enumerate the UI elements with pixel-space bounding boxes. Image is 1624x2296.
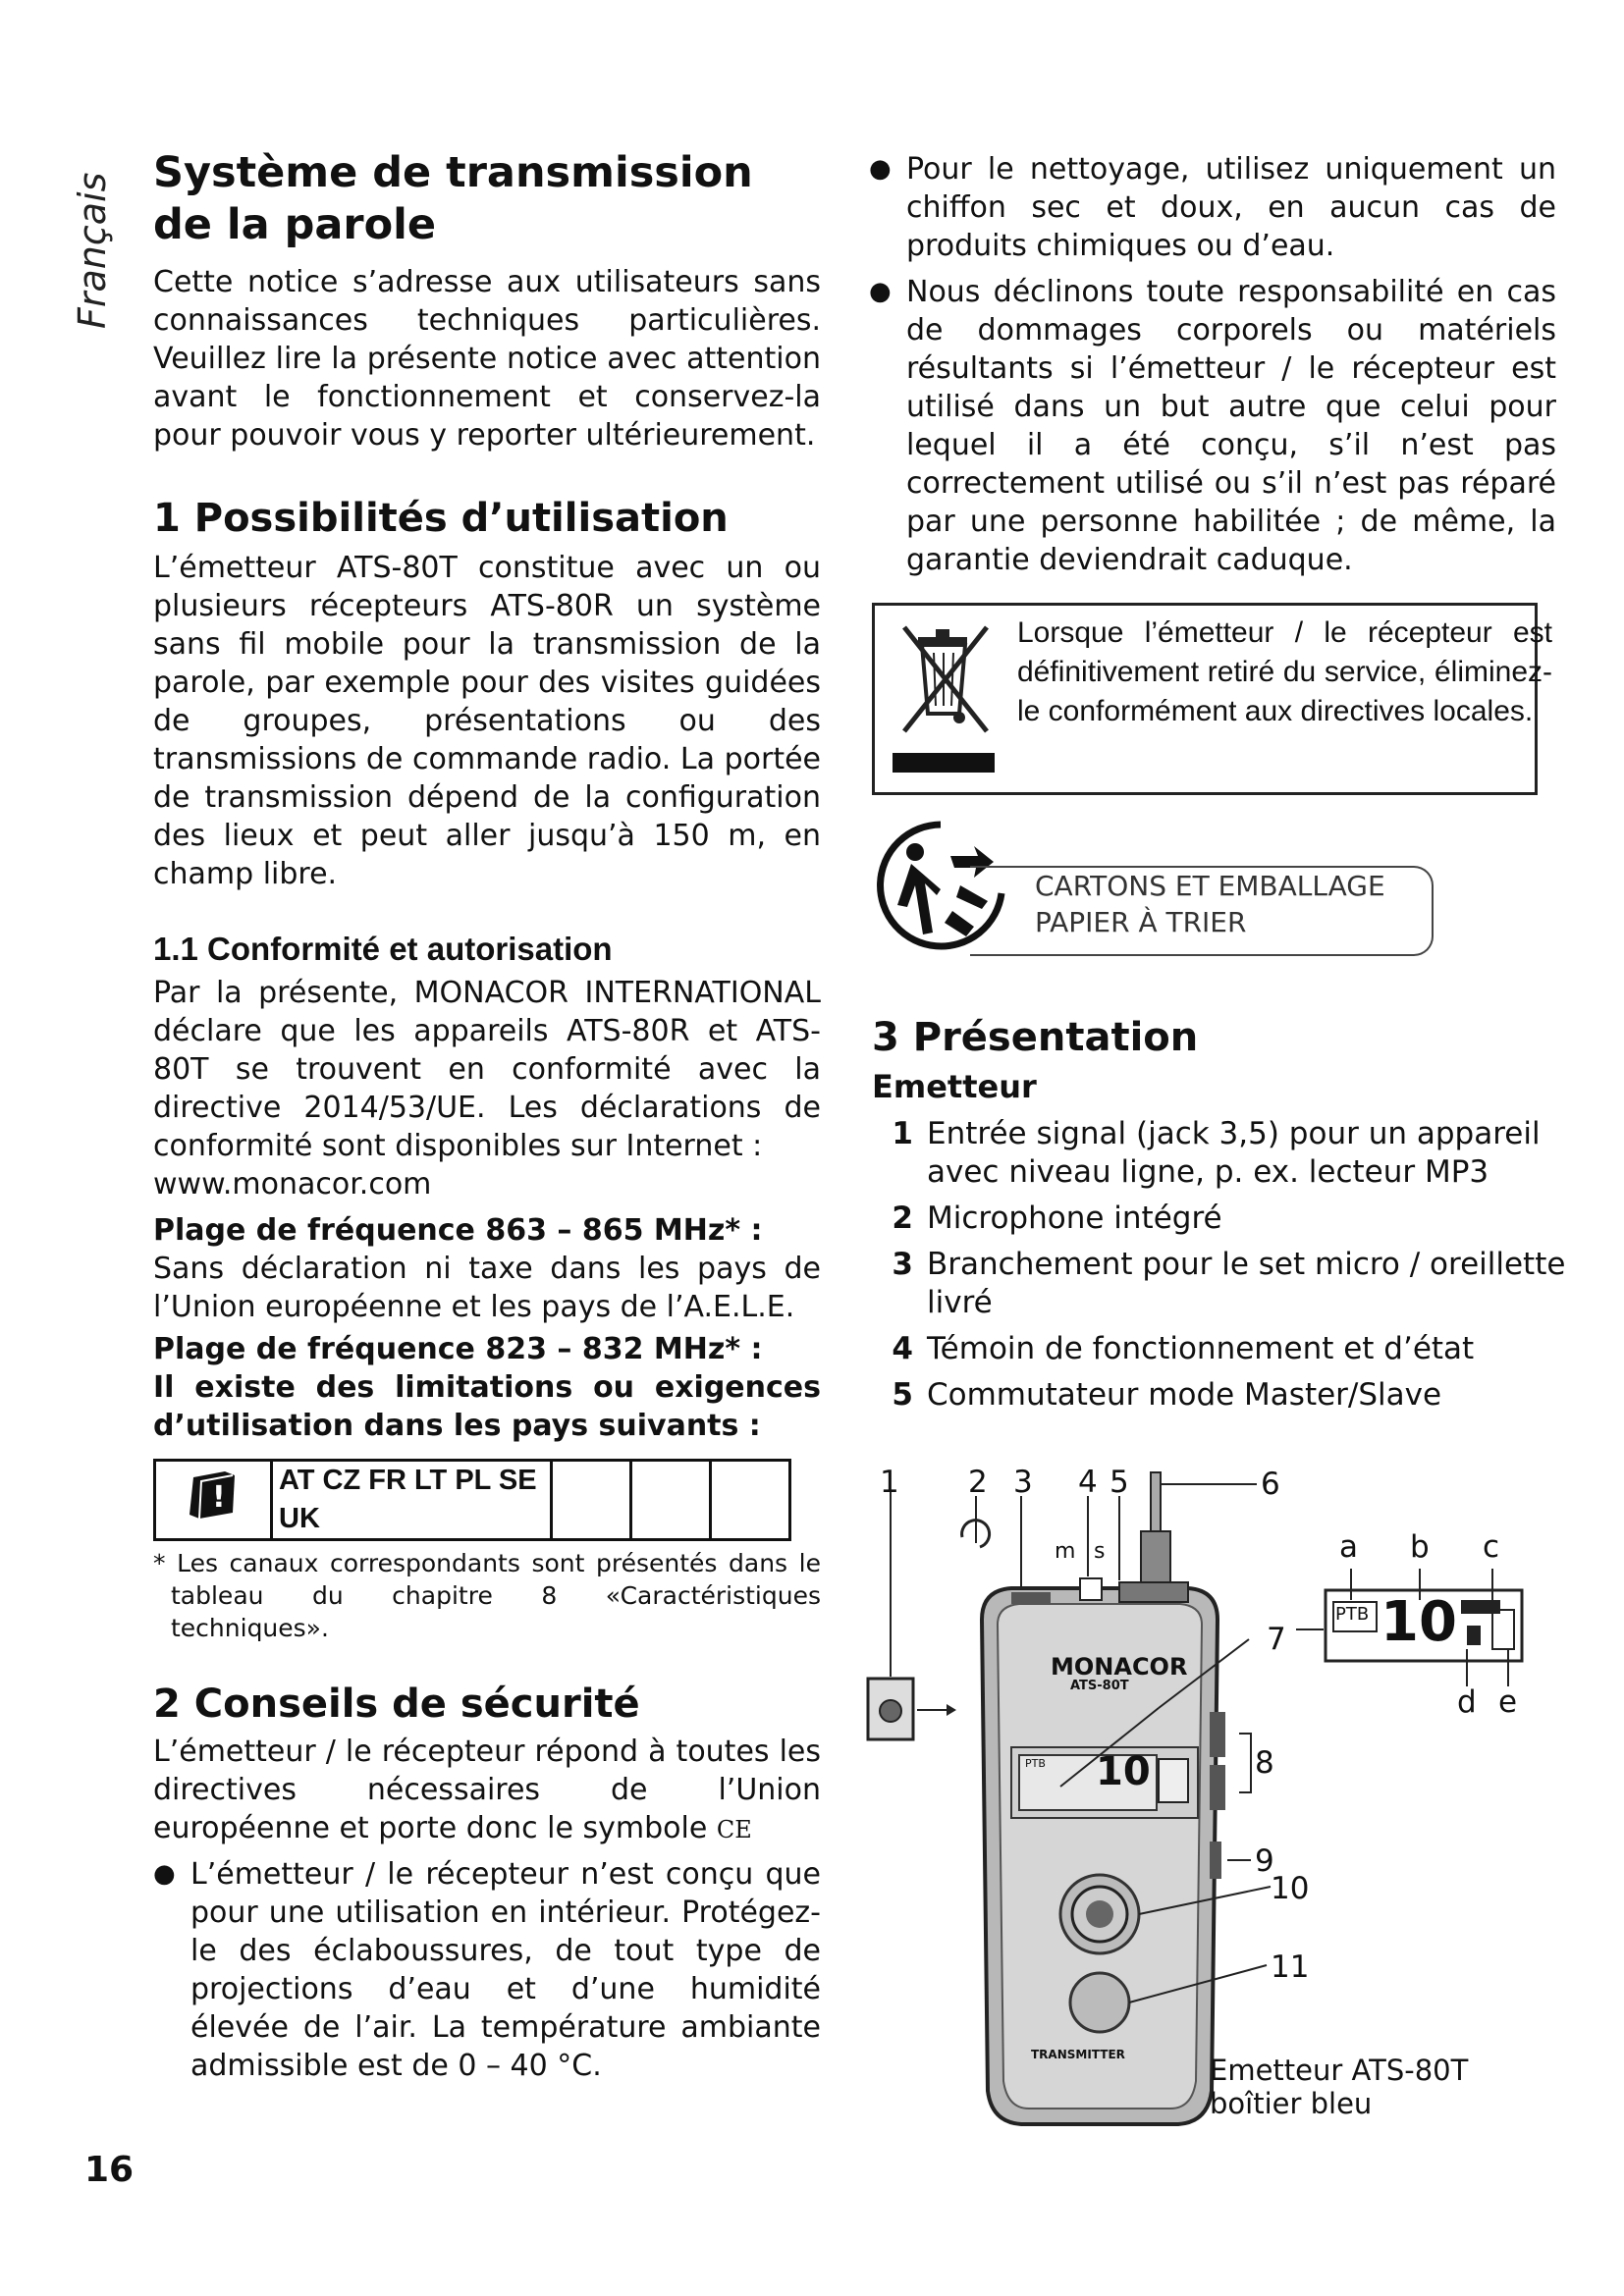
ce-mark: CE bbox=[716, 1816, 752, 1843]
list-item: 5 Commutateur mode Master/Slave bbox=[892, 1377, 1442, 1413]
section-3-subtitle: Emetteur bbox=[872, 1068, 1037, 1105]
callout-6: 6 bbox=[1261, 1467, 1280, 1502]
section-1-1-title: 1.1 Conformité et autorisation bbox=[153, 931, 613, 967]
callout-1: 1 bbox=[880, 1465, 899, 1500]
empty-cell bbox=[552, 1461, 631, 1540]
device-brand: MONACOR bbox=[1051, 1653, 1188, 1681]
device-label: TRANSMITTER bbox=[1031, 2048, 1125, 2061]
weee-notice-box bbox=[872, 603, 1552, 795]
intro-paragraph: Cette notice s’adresse aux utilisateurs sans connaissances techniques particulières. Veuillez lire la présente notice avec attention avant le fonctionnement et conservez-la pour pouvoir vous y reporter ultérieurement. bbox=[153, 265, 821, 453]
display-letter-c: c bbox=[1483, 1529, 1500, 1565]
transmitter-diagram bbox=[864, 1453, 1551, 2140]
section-2-title: 2 Conseils de sécurité bbox=[153, 1682, 640, 1727]
device-display-value: 10 bbox=[1096, 1749, 1151, 1794]
callout-7: 7 bbox=[1267, 1622, 1286, 1657]
callout-3: 3 bbox=[1013, 1465, 1033, 1500]
cartons-label: CARTONS ET EMBALLAGE PAPIER À TRIER bbox=[1035, 870, 1385, 938]
safety-bullet-2: ● Pour le nettoyage, utilisez uniquement un chiffon sec et doux, en aucun cas de produits chimiques ou d’eau. bbox=[869, 150, 1556, 265]
section-1-title: 1 Possibilités d’utilisation bbox=[153, 496, 729, 541]
display-letter-e: e bbox=[1498, 1684, 1518, 1720]
transmitter-drawing bbox=[864, 1453, 1551, 2140]
footnote: * Les canaux correspondants sont présentés dans le tableau du chapitre 8 «Caractéristiques techniques». bbox=[153, 1549, 821, 1642]
switch-slave-label: s bbox=[1094, 1539, 1106, 1564]
safety-bullet-3: ● Nous déclinons toute responsabilité en cas de dommages corporels ou matériels résultants si l’émetteur / le récepteur est utilisé dans un but autre que celui pour lequel il a été conçu, s’il n’est pas correctement utilisé ou s’il n’est pas réparé par une personne habilitée ; de même, la garantie deviendrait caduque. bbox=[869, 273, 1556, 579]
callout-8: 8 bbox=[1255, 1745, 1274, 1781]
list-item: 4 Témoin de fonctionnement et d’état bbox=[892, 1331, 1475, 1366]
diagram-caption: Emetteur ATS-80T boîtier bleu bbox=[1210, 2054, 1469, 2120]
callout-4: 4 bbox=[1078, 1465, 1098, 1500]
section-2-text: L’émetteur / le récepteur répond à toutes les directives nécessaires de l’Union européenne et porte donc le symbole CE bbox=[153, 1735, 821, 1845]
parts-list bbox=[872, 1115, 1579, 1415]
right-column bbox=[869, 150, 1556, 579]
section-3-title: 3 Présentation bbox=[872, 1015, 1199, 1060]
display-detail-value: 10 bbox=[1380, 1590, 1457, 1654]
weee-text: Lorsque l’émetteur / le récepteur est définitivement retiré du service, éliminez-le conformément aux directives locales. bbox=[1017, 616, 1552, 727]
country-table bbox=[153, 1459, 791, 1541]
country-codes: AT CZ FR LT PL SE UK bbox=[272, 1461, 552, 1540]
freq2-text: Il existe des limitations ou exigences d’utilisation dans les pays suivants : bbox=[153, 1370, 821, 1443]
display-letter-a: a bbox=[1339, 1529, 1358, 1565]
device-display-small: PTB bbox=[1025, 1757, 1046, 1770]
warning-book-icon bbox=[155, 1461, 272, 1540]
callout-5: 5 bbox=[1110, 1465, 1129, 1500]
display-detail-small: PTB bbox=[1335, 1604, 1370, 1625]
section-3 bbox=[872, 1013, 1579, 1415]
section-1-1-text: Par la présente, MONACOR INTERNATIONAL déclare que les appareils ATS-80R et ATS-80T se trouvent en conformité avec la directive 2014/53/UE. Les déclarations de conformité sont disponibles sur Internet : bbox=[153, 976, 821, 1163]
callout-10: 10 bbox=[1271, 1871, 1310, 1906]
document-title-line1: Système de transmission bbox=[153, 148, 753, 197]
left-column bbox=[153, 147, 821, 2085]
safety-bullet-1: ● L’émetteur / le récepteur n’est conçu que pour une utilisation en intérieur. Protégez-le des éclaboussures, de tout type de projections d’eau et d’une humidité élevée de l’air. La température ambiante admissible est de 0 – 40 °C. bbox=[153, 1855, 821, 2085]
freq1-title: Plage de fréquence 863 – 865 MHz* : bbox=[153, 1213, 763, 1248]
list-item: 1 Entrée signal (jack 3,5) pour un appareil avec niveau ligne, p. ex. lecteur MP3 bbox=[892, 1116, 1541, 1190]
freq2-title: Plage de fréquence 823 – 832 MHz* : bbox=[153, 1332, 763, 1366]
callout-2: 2 bbox=[968, 1465, 988, 1500]
freq1-text: Sans déclaration ni taxe dans les pays de l’Union européenne et les pays de l’A.E.L.E. bbox=[153, 1252, 821, 1324]
empty-cell bbox=[631, 1461, 711, 1540]
crossed-bin-icon bbox=[889, 615, 1006, 782]
display-letter-b: b bbox=[1410, 1529, 1430, 1565]
switch-master-label: m bbox=[1055, 1539, 1076, 1564]
callout-11: 11 bbox=[1271, 1949, 1310, 1985]
list-item: 3 Branchement pour le set micro / oreillette livré bbox=[892, 1247, 1566, 1320]
device-model: ATS-80T bbox=[1070, 1679, 1129, 1693]
svg-text:!: ! bbox=[212, 1480, 226, 1515]
recycling-notice bbox=[872, 817, 1540, 964]
document-title-line2: de la parole bbox=[153, 200, 437, 249]
empty-cell bbox=[711, 1461, 790, 1540]
monacor-url: www.monacor.com bbox=[153, 1167, 432, 1201]
list-item: 2 Microphone intégré bbox=[892, 1201, 1222, 1236]
section-1-text: L’émetteur ATS-80T constitue avec un ou plusieurs récepteurs ATS-80R un système sans fil mobile pour la transmission de la parole, par exemple pour des visites guidées de groupes, présentations ou des transmissions de commande radio. La portée de transmission dépend de la configuration des lieux et peut aller jusqu’à 150 m, en champ libre. bbox=[153, 551, 821, 891]
display-letter-d: d bbox=[1457, 1684, 1477, 1720]
page-number: 16 bbox=[84, 2150, 135, 2190]
callout-9: 9 bbox=[1255, 1843, 1274, 1879]
side-language-label: Français bbox=[71, 172, 114, 329]
